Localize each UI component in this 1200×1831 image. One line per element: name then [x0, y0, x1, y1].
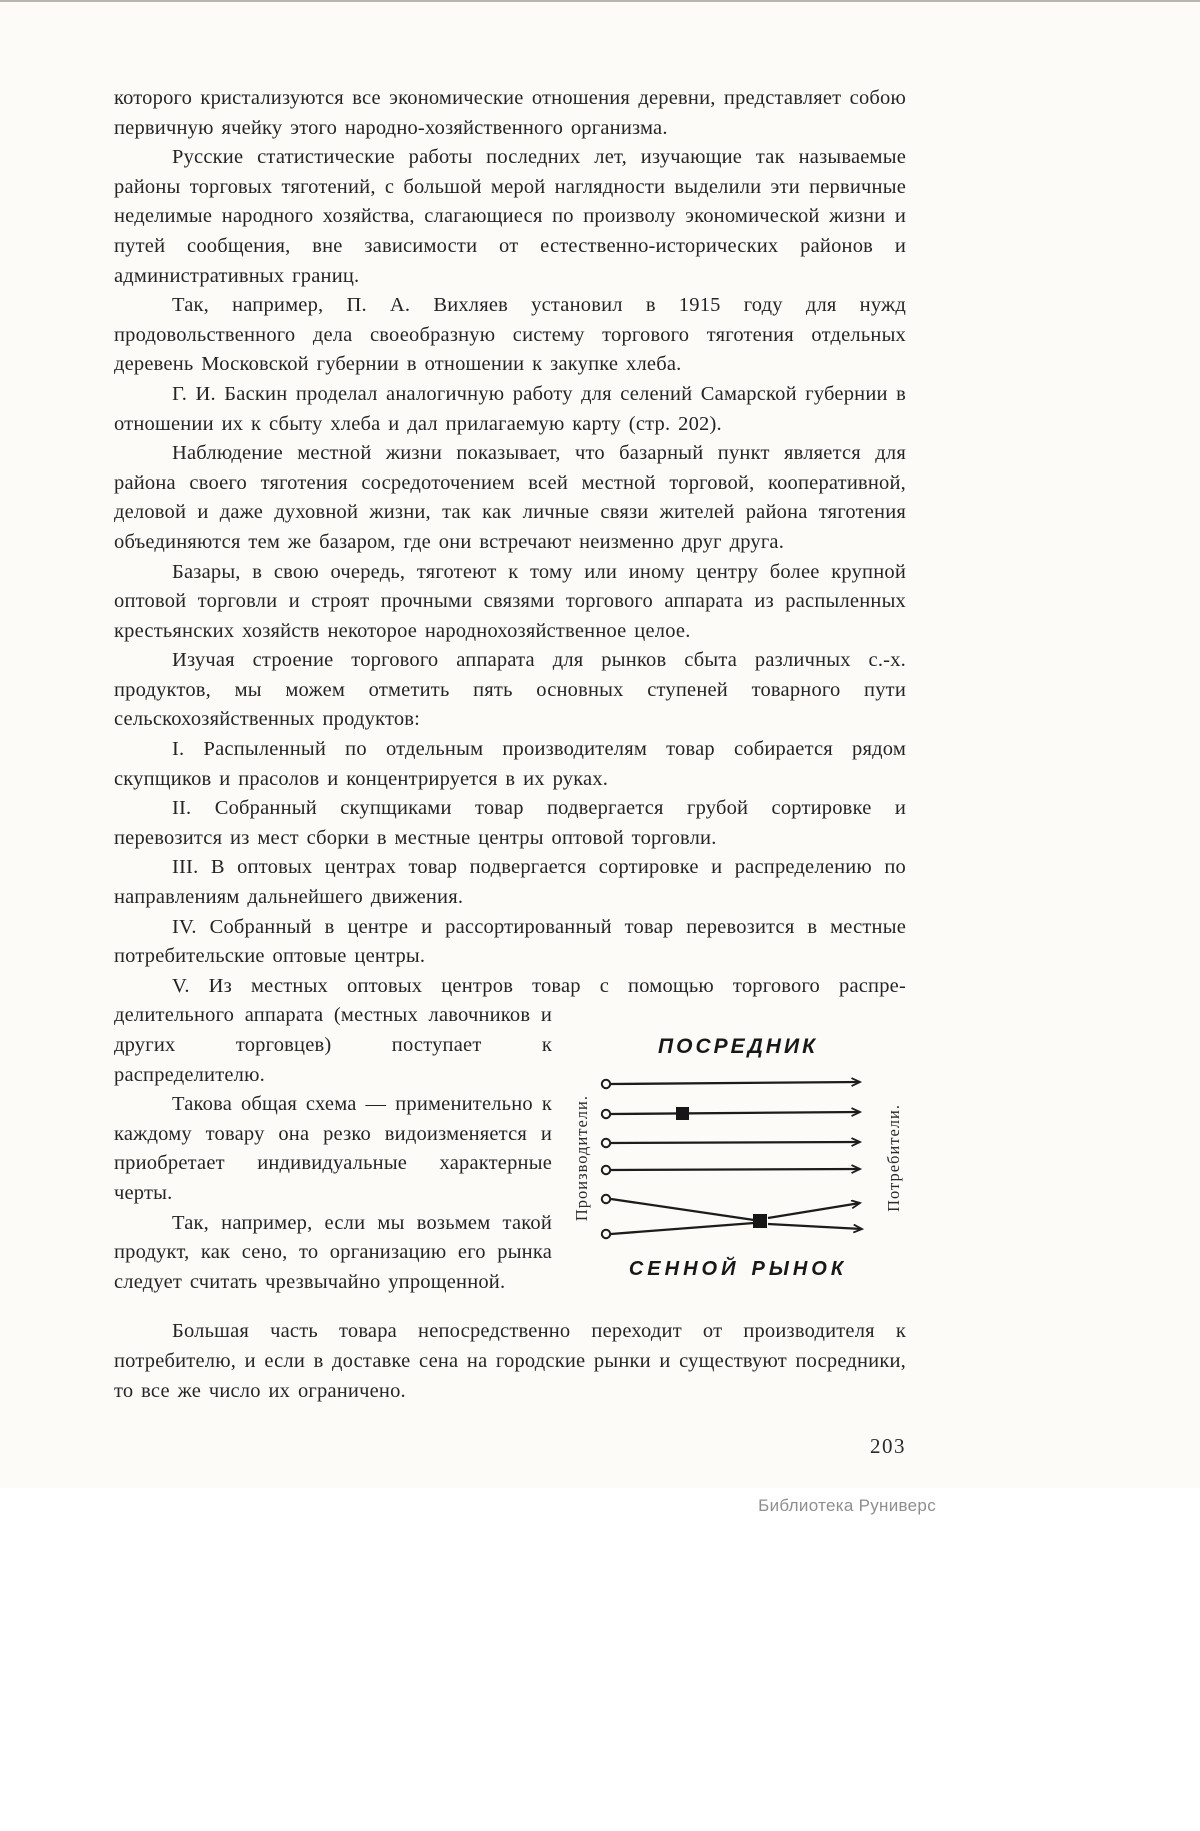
figure-center [594, 1007, 882, 1309]
text-block [114, 84, 906, 1406]
page-number: 203 [870, 1434, 906, 1458]
paragraph-example: Так, например, если мы возьмем такой продукт, как сено, то организацию его рынка следует считать чрезвычайно упрощенной. [114, 1211, 552, 1293]
figure-top-label: ПОСРЕДНИК [658, 1035, 818, 1059]
market-flow-diagram [598, 1069, 878, 1251]
paragraph-vikhlyaev: Так, например, П. А. Вихляев установил в 1915 году для нужд продовольственного дела своеобразную систему торгового тяготения отдельных деревень Московской губернии в отношении к закупке хлеба. [114, 294, 906, 376]
paragraph-schema: Такова общая схема — применительно к каждому товару она резко видоизменяется и приобретает индивидуальные характерные черты. [114, 1093, 552, 1204]
hay-market-node [753, 1214, 767, 1228]
figure-right-label: Потребители. [884, 1104, 904, 1213]
paragraph-studying: Изучая строение торгового аппарата для рынков сбыта различных с.-х. продуктов, мы можем отметить пять основных ступеней товарного пути сельскохозяйственных продуктов: [114, 649, 906, 731]
paragraph-russian-statistics: Русские статистические работы последних лет, изучающие так называемые районы торговых тяготений, с большой мерой наглядности выделили эти первичные неделимые народного хозяйства, слагающиеся по произволу экономической жизни и путей сообщения, вне зависимости от естественно-исторических районов и административных границ. [114, 146, 906, 287]
paragraph-observation: Наблюдение местной жизни показывает, что базарный пункт является для района своего тяготения сосредоточением всей местной торговой, кооперативной, деловой и даже духовной жизни, так как личные связи жителей района тяготения объединяются тем же базаром, где они встречают неизменно друг друга. [114, 442, 906, 553]
list-item-2: II. Собранный скупщиками товар подвергается грубой сортировке и перевозится из мест сборки в местные центры оптовой торговли. [114, 797, 906, 849]
paragraph-intro-continuation: которого кристализуются все экономические отношения деревни, представляет собою первичную ячейку этого народно-хозяйственного организма. [114, 87, 906, 139]
list-item-4: IV. Собранный в центре и рассортированный товар перевозится в местные потребительские оптовые центры. [114, 915, 906, 968]
hay-market-figure [570, 1007, 906, 1309]
middleman-node [676, 1107, 689, 1120]
figure-bottom-label: СЕННОЙ РЫНОК [628, 1257, 848, 1280]
watermark: Библиотека Руниверс [758, 1496, 936, 1515]
figure-left-label: Производители. [572, 1095, 592, 1222]
list-item-5-end: делительного аппарата (местных лавочников и других торговцев) поступает к распределителю. [114, 1004, 552, 1086]
list-item-1: I. Распыленный по отдельным производителям товар собирается рядом скупщиков и прасолов и концентрируется в их руках. [114, 738, 906, 790]
producer-nodes [602, 1080, 610, 1238]
footer-strip [0, 1488, 1200, 1831]
figure-left-axis [570, 1007, 594, 1309]
figure-right-axis [882, 1007, 906, 1309]
flow-lines [611, 1082, 862, 1234]
list-item-3: III. В оптовых центрах товар подвергается сортировке и распределению по направлениям дальнейшего движения. [114, 856, 906, 909]
paragraph-bazaars: Базары, в свою очередь, тяготеют к тому или иному центру более крупной оптовой торговли и строят прочными связями торгового аппарата из распыленных крестьянских хозяйств некоторое народнохозяйственное целое. [114, 560, 906, 642]
list-item-5-start: V. Из местных оптовых центров товар с помощью торгового распре- [172, 974, 906, 997]
paragraph-baskin: Г. И. Баскин проделал аналогичную работу для селений Самарской губернии в отношении их к сбыту хлеба и дал прилагаемую карту (стр. 202). [114, 382, 906, 435]
paragraph-final: Большая часть товара непосредственно переходит от производителя к потребителю, и если в доставке сена на городские рынки и существуют посредники, то все же число их ограничено. [114, 1320, 906, 1402]
